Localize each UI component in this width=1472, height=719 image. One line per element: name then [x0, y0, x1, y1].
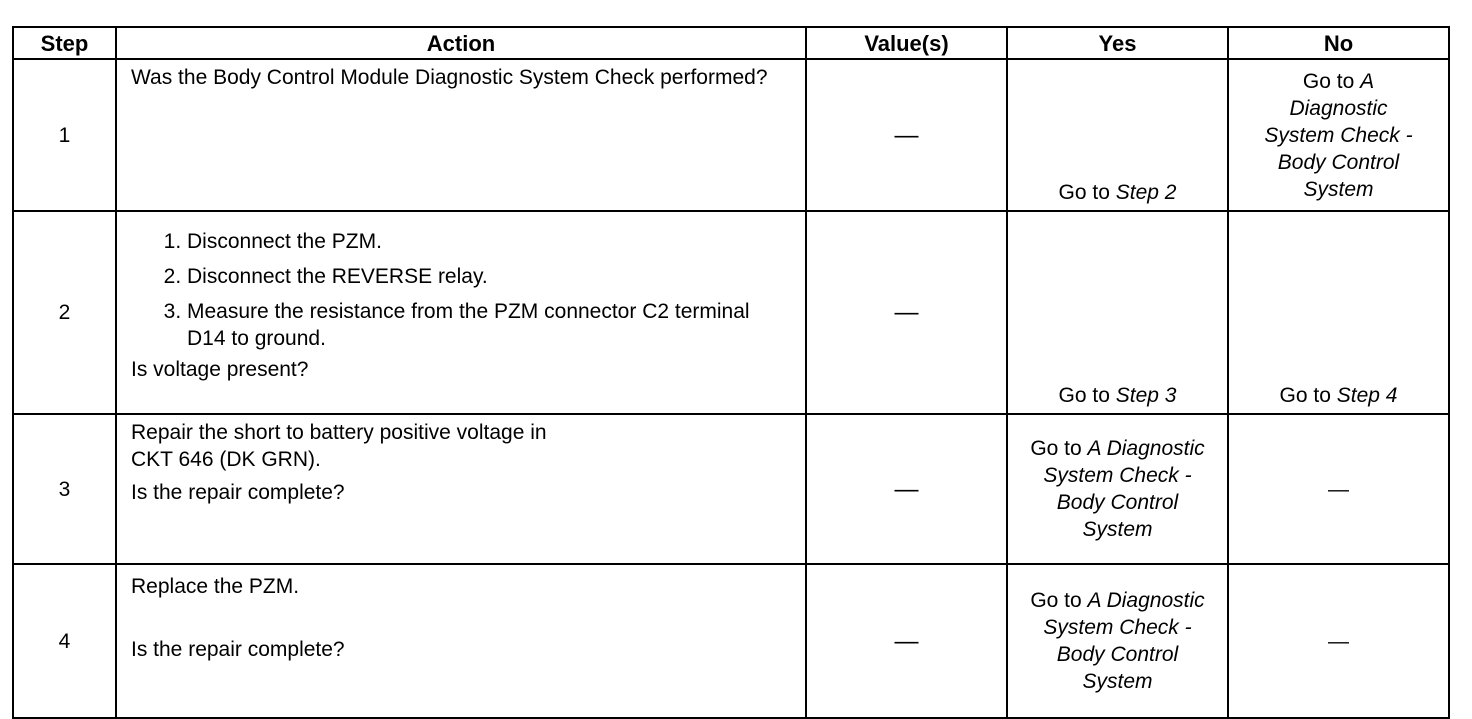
no-prefix: Go to [1302, 69, 1361, 93]
no-dash: — [1328, 629, 1349, 653]
yes-cell [1007, 564, 1228, 718]
no-link[interactable]: A Diagnostic System Check - Body Control System [1264, 69, 1413, 201]
header-action: Action [116, 27, 806, 59]
step-number: 1 [13, 59, 116, 211]
step-number: 3 [13, 414, 116, 564]
table-row [13, 211, 1449, 414]
action-steps-list [131, 228, 791, 352]
action-cell [116, 211, 806, 414]
table-row [13, 414, 1449, 564]
action-question: Is the repair complete? [131, 638, 345, 661]
yes-prefix: Go to [1030, 589, 1088, 612]
value-cell [806, 59, 1007, 211]
action-text: Was the Body Control Module Diagnostic System Check performed? [131, 66, 768, 89]
no-link[interactable]: Step 4 [1336, 384, 1398, 407]
header-row [13, 27, 1449, 59]
table-row [13, 564, 1449, 718]
diagnostic-table-container [12, 26, 1448, 719]
yes-cell [1007, 211, 1228, 414]
yes-cell [1007, 59, 1228, 211]
no-cell [1228, 211, 1449, 414]
no-cell [1228, 414, 1449, 564]
action-text: Replace the PZM. [131, 575, 300, 598]
diagnostic-table [12, 26, 1450, 719]
action-cell [116, 59, 806, 211]
value-dash: — [894, 475, 919, 503]
yes-cell [1007, 414, 1228, 564]
action-step-item: 2. Disconnect the REVERSE relay. [187, 263, 791, 290]
no-prefix: Go to [1279, 384, 1337, 407]
yes-link[interactable]: Step 3 [1115, 384, 1177, 407]
action-step-item: 3. Measure the resistance from the PZM connector C2 terminal D14 to ground. [187, 298, 791, 352]
no-cell [1228, 564, 1449, 718]
action-question: Is voltage present? [131, 358, 309, 381]
yes-link[interactable]: A Diagnostic System Check - Body Control System [1043, 437, 1205, 541]
action-cell [116, 414, 806, 564]
no-dash: — [1328, 477, 1349, 501]
value-cell [806, 414, 1007, 564]
yes-prefix: Go to [1058, 181, 1116, 204]
value-cell [806, 211, 1007, 414]
yes-link[interactable]: Step 2 [1115, 181, 1177, 204]
action-text-line: CKT 646 (DK GRN). [131, 448, 321, 471]
action-cell [116, 564, 806, 718]
value-dash: — [894, 627, 919, 655]
table-row [13, 59, 1449, 211]
action-text-line: Repair the short to battery positive voltage in [131, 421, 547, 444]
value-dash: — [894, 121, 919, 149]
yes-link[interactable]: A Diagnostic System Check - Body Control System [1043, 589, 1205, 693]
header-step: Step [13, 27, 116, 59]
step-number: 4 [13, 564, 116, 718]
header-values: Value(s) [806, 27, 1007, 59]
step-number: 2 [13, 211, 116, 414]
action-question: Is the repair complete? [131, 481, 345, 504]
yes-prefix: Go to [1030, 437, 1088, 460]
header-no: No [1228, 27, 1449, 59]
value-dash: — [894, 299, 919, 326]
header-yes: Yes [1007, 27, 1228, 59]
value-cell [806, 564, 1007, 718]
action-step-item: 1. Disconnect the PZM. [187, 228, 791, 255]
yes-prefix: Go to [1058, 384, 1116, 407]
no-cell [1228, 59, 1449, 211]
